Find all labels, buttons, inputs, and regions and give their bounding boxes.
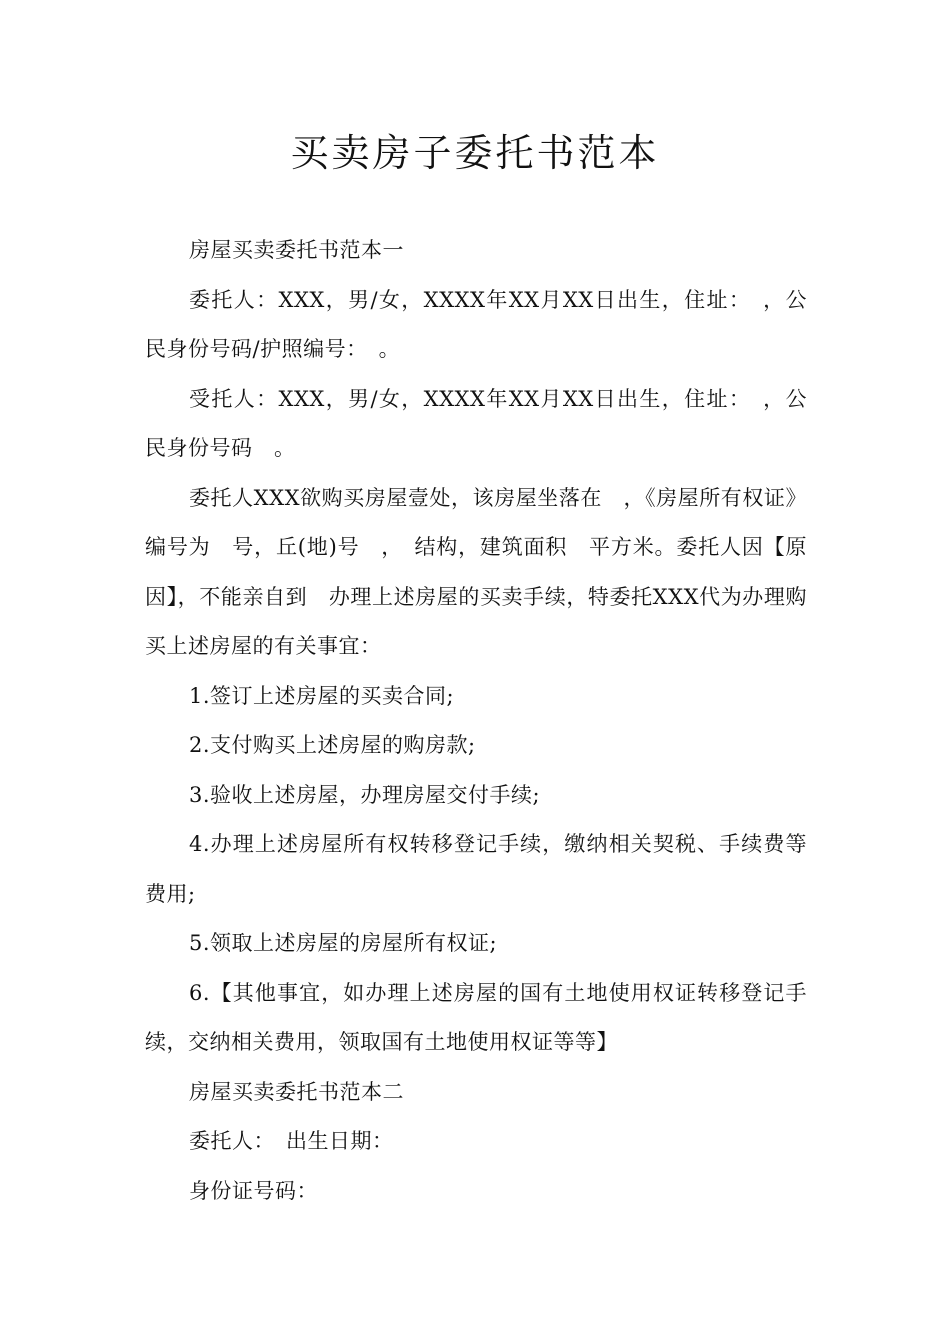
list-item-4: 4.办理上述房屋所有权转移登记手续，缴纳相关契税、手续费等费用; <box>145 832 807 906</box>
document-body <box>145 226 807 1216</box>
principal-paragraph: 委托人：XXX，男/女，XXXX年XX月XX日出生，住址： ，公民身份号码/护照编号： 。 <box>145 287 807 361</box>
section-heading-two: 房屋买卖委托书范本二 <box>189 1079 404 1104</box>
authorization-paragraph: 委托人XXX欲购买房屋壹处，该房屋坐落在 ，《房屋所有权证》编号为 号，丘(地)号 ， 结构，建筑面积 平方米。委托人因【原因】，不能亲自到 办理上述房屋的买卖手续，特委托XXX代为办理购买上述房屋的有关事宜： <box>145 485 807 658</box>
list-item-2: 2.支付购买上述房屋的购房款; <box>189 733 476 757</box>
list-item-6: 6.【其他事宜，如办理上述房屋的国有土地使用权证转移登记手续，交纳相关费用，领取国有土地使用权证等等】 <box>145 980 807 1054</box>
id-number-line: 身份证号码： <box>189 1178 318 1203</box>
agent-paragraph: 受托人：XXX，男/女，XXXX年XX月XX日出生，住址： ，公民身份号码 。 <box>145 386 807 460</box>
list-item-3: 3.验收上述房屋，办理房屋交付手续; <box>189 782 541 807</box>
list-item-5: 5.领取上述房屋的房屋所有权证; <box>189 931 498 955</box>
principal-birthdate-line: 委托人： 出生日期： <box>189 1129 394 1153</box>
list-item-1: 1.签订上述房屋的买卖合同; <box>189 683 455 708</box>
section-heading-one: 房屋买卖委托书范本一 <box>189 238 404 262</box>
document-title: 买卖房子委托书范本 <box>290 131 660 175</box>
